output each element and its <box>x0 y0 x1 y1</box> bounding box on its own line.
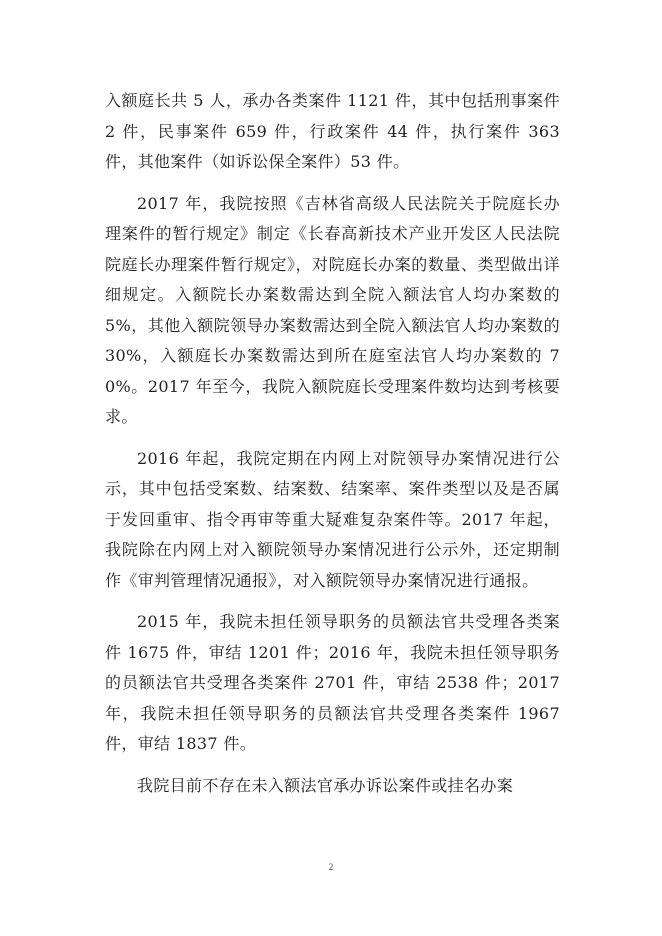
paragraph-2017-regulations: 2017 年，我院按照《吉林省高级人民法院关于院庭长办理案件的暂行规定》制定《长春高新技术产业开发区人民法院院庭长办理案件暂行规定》，对院庭长办案的数量、类型做出详细规定。入额院长办案数需达到全院入额法官人均办案数的 5%，其他入额院领导办案数需达到全院入额法官人均办案数的 30%，入额庭长办案数需达到所在庭室法官人均办案数的 70%。2017 年至今，我院入额院庭长受理案件数均达到考核要求。 <box>105 193 560 426</box>
page-number: 2 <box>328 862 334 872</box>
paragraph-closing: 我院目前不存在未入额法官承办诉讼案件或挂名办案 <box>137 775 514 795</box>
paragraph-continuation: 入额庭长共 5 人，承办各类案件 1121 件，其中包括刑事案件 2 件，民事案件 659 件，行政案件 44 件，执行案件 363 件，其他案件（如诉讼保全案件）53 件。 <box>105 91 560 171</box>
paragraph-caseload-statistics: 2015 年，我院未担任领导职务的员额法官共受理各类案件 1675 件，审结 1201 件；2016 年，我院未担任领导职务的员额法官共受理各类案件 2701 件，审结 2538 件；2017 年，我院未担任领导职务的员额法官共受理各类案件 1967 件，审结 1837 件。 <box>105 612 560 753</box>
paragraph-2016-publicity: 2016 年起，我院定期在内网上对院领导办案情况进行公示，其中包括受案数、结案数、结案率、案件类型以及是否属于发回重审、指令再审等重大疑难复杂案件等。2017 年起，我院除在内网上对入额院领导办案情况进行公示外，还定期制作《审判管理情况通报》，对入额院领导办案情况进行通报。 <box>105 448 560 590</box>
document-body <box>105 86 560 801</box>
